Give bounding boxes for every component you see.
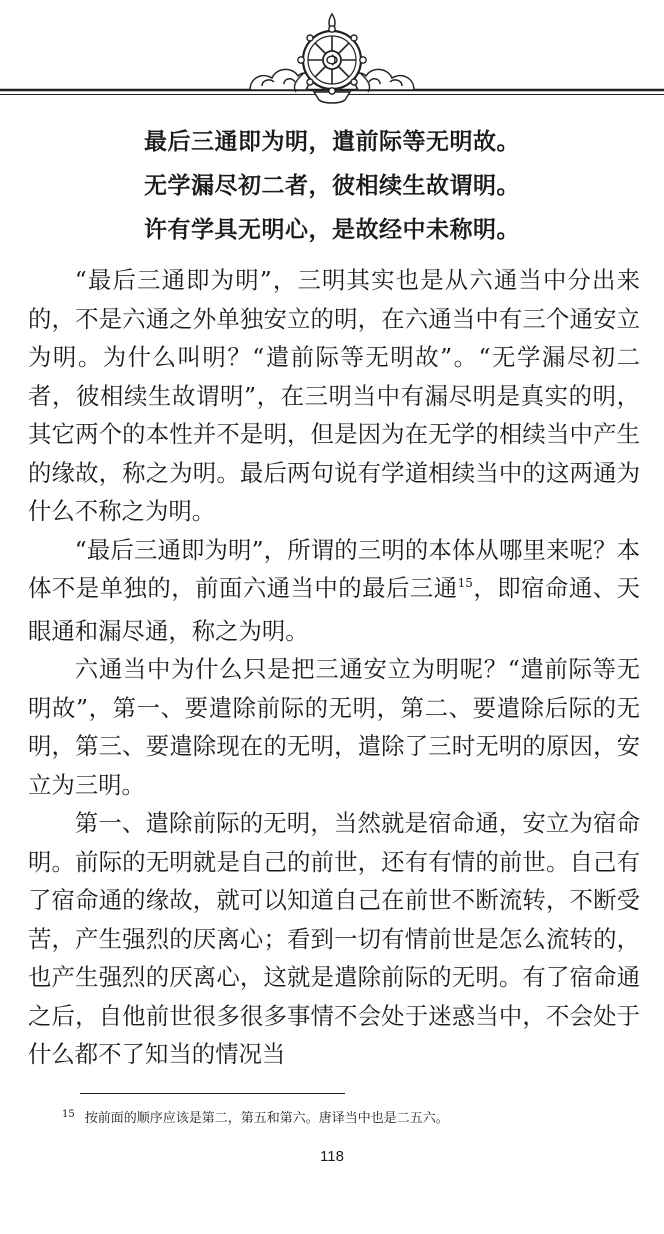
footnote-divider [80, 1093, 345, 1094]
footnote [62, 1110, 642, 1129]
footnote-reference[interactable]: 15 [457, 576, 473, 590]
footnote-number: 15 [62, 1109, 75, 1120]
paragraph [28, 531, 640, 651]
paragraph-text: ，即宿命通、天眼通和漏尽通，称之为明。 [28, 574, 641, 645]
paragraph: “最后三通即为明”，三明其实也是从六通当中分出来的，不是六通之外单独安立的明，在六通当中有三个通安立为明。为什么叫明？“遣前际等无明故”。“无学漏尽初二者，彼相续生故谓明”，在三明当中有漏尽明是真实的明，其它两个的本性并不是明，但是因为在无学的相续当中产生的缘故，称之为明。最后两句说有学道相续当中的这两通为什么不称之为明。 [28, 266, 640, 525]
verse-line: 无学漏尽初二者，彼相续生故谓明。 [144, 173, 520, 199]
verse-line: 最后三通即为明，遣前际等无明故。 [144, 129, 520, 155]
header-ornament [0, 0, 664, 112]
dharma-wheel-icon [0, 0, 664, 112]
body-text [28, 261, 640, 1074]
paragraph-text: “最后三通即为明”，所谓的三明的本体从哪里来呢？本体不是单独的，前面六通当中的最后三通 [28, 535, 640, 602]
footnote-text: 按前面的顺序应该是第二，第五和第六。唐译当中也是二五六。 [84, 1111, 449, 1126]
verse-block [0, 120, 664, 252]
page-number: 118 [320, 1148, 344, 1165]
paragraph: 第一、遣除前际的无明，当然就是宿命通，安立为宿命明。前际的无明就是自己的前世，还有有情的前世。自己有了宿命通的缘故，就可以知道自己在前世不断流转，不断受苦，产生强烈的厌离心；看到一切有情前世是怎么流转的，也产生强烈的厌离心，这就是遣除前际的无明。有了宿命通之后，自他前世很多很多事情不会处于迷惑当中，不会处于什么都不了知当的情况当 [28, 809, 640, 1068]
paragraph: 六通当中为什么只是把三通安立为明呢？“遣前际等无明故”，第一、要遣除前际的无明，第二、要遣除后际的无明，第三、要遣除现在的无明，遣除了三时无明的原因，安立为三明。 [28, 655, 640, 799]
verse-line: 许有学具无明心，是故经中未称明。 [144, 217, 520, 243]
